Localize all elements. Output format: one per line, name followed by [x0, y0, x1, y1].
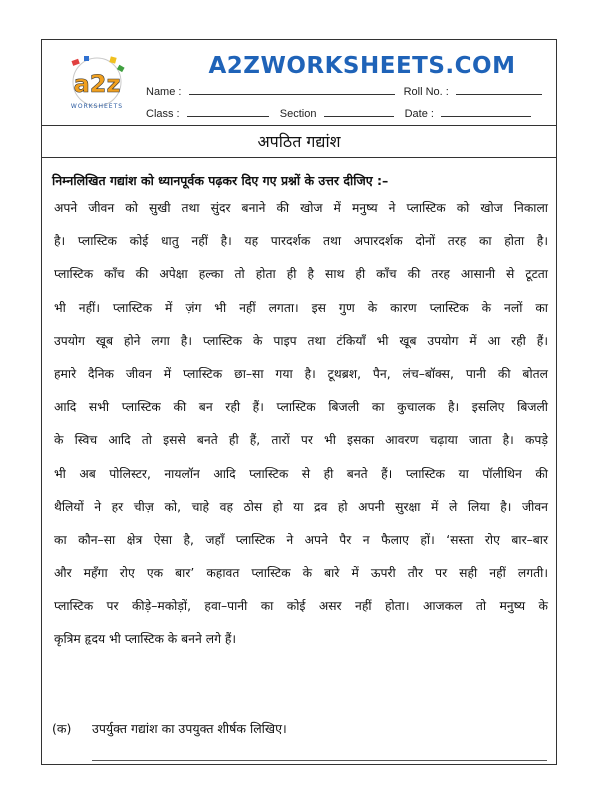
question-text: उपर्युक्त गद्यांश का उपयुक्त शीर्षक लिखिए।	[91, 721, 287, 736]
class-field[interactable]	[187, 106, 269, 117]
section-label: Section	[279, 108, 317, 120]
passage	[54, 198, 548, 663]
roll-field[interactable]	[456, 84, 542, 95]
name-field[interactable]	[189, 84, 395, 95]
worksheet	[41, 39, 557, 765]
roll-label: Roll No. :	[403, 86, 449, 98]
site-title: A2ZWORKSHEETS.COM	[208, 53, 516, 79]
svg-text:WORKSHEETS: WORKSHEETS	[70, 103, 124, 110]
question-ka	[52, 720, 287, 737]
date-field[interactable]	[441, 106, 531, 117]
passage-line: आदि सभी प्लास्टिक की बन रही हैं। प्लास्टिक बिजली का कुचालक है। इसलिए बिजली	[54, 400, 548, 415]
passage-line: उपयोग खूब होने लगा है। प्लास्टिक के पाइप तथा टंकियाँ भी खूब उपयोग में आ रही हैं।	[54, 333, 548, 348]
svg-text:a2z: a2z	[73, 70, 121, 98]
passage-line: का कौन–सा क्षेत्र ऐसा है, जहाँ प्लास्टिक ने अपने पैर न फैलाए हों। ‘सस्ता रोए बार–बार	[54, 532, 548, 547]
a2z-logo	[58, 52, 136, 114]
passage-line: अपने जीवन को सुखी तथा सुंदर बनाने की खोज में मनुष्य ने प्लास्टिक को खोज निकाला	[54, 201, 548, 215]
answer-line[interactable]	[92, 760, 547, 761]
instruction: निम्नलिखित गद्यांश को ध्यानपूर्वक पढ़कर दिए गए प्रश्नों के उत्तर दीजिए :–	[52, 173, 389, 188]
question-label: (क)	[52, 721, 72, 736]
class-section-date-row	[146, 106, 531, 120]
date-label: Date :	[404, 108, 434, 120]
passage-line: प्लास्टिक पर कीड़े–मकोड़ों, हवा–पानी का कोई असर नहीं होता। आजकल तो मनुष्य के	[54, 599, 548, 614]
name-roll-row	[146, 84, 542, 98]
class-label: Class :	[146, 108, 180, 120]
passage-line: हमारे दैनिक जीवन में प्लास्टिक छा–सा गया है। टूथब्रश, पैन, लंच–बॉक्स, पानी की बोतल	[54, 366, 548, 381]
passage-line: है। प्लास्टिक कोई धातु नहीं है। यह पारदर्शक तथा अपारदर्शक दोनों तरह का होता है।	[54, 234, 548, 249]
passage-line: प्लास्टिक काँच की अपेक्षा हल्का तो होता ही है साथ ही काँच की तरह आसानी से टूटता	[54, 267, 548, 282]
section-field[interactable]	[324, 106, 394, 117]
passage-line: भी नहीं। प्लास्टिक में ज़ंग भी नहीं लगता। इस गुण के कारण प्लास्टिक के नलों का	[54, 300, 548, 315]
worksheet-header	[42, 40, 556, 126]
passage-line: और महँगा रोए एक बार’ कहावत प्लास्टिक के बारे में ऊपरी तौर पर सही नहीं लगती।	[54, 566, 548, 581]
passage-line: भी अब पोलिस्टर, नायलॉन आदि प्लास्टिक से ही बनते हैं। प्लास्टिक या पॉलीथिन की	[54, 466, 548, 481]
passage-line: के स्विच आदि तो इससे बनते ही हैं, तारों पर भी इसका आवरण चढ़ाया जाता है। कपड़े	[54, 433, 548, 448]
name-label: Name :	[146, 86, 182, 98]
passage-line: थैलियों ने हर चीज़ को, चाहे वह ठोस हो या द्रव हो अपनी सुरक्षा में ले लिया है। जीवन	[54, 499, 548, 514]
passage-line: कृत्रिम हृदय भी प्लास्टिक के बनने लगे हैं।	[54, 632, 237, 647]
worksheet-title: अपठित गद्यांश	[42, 127, 556, 158]
